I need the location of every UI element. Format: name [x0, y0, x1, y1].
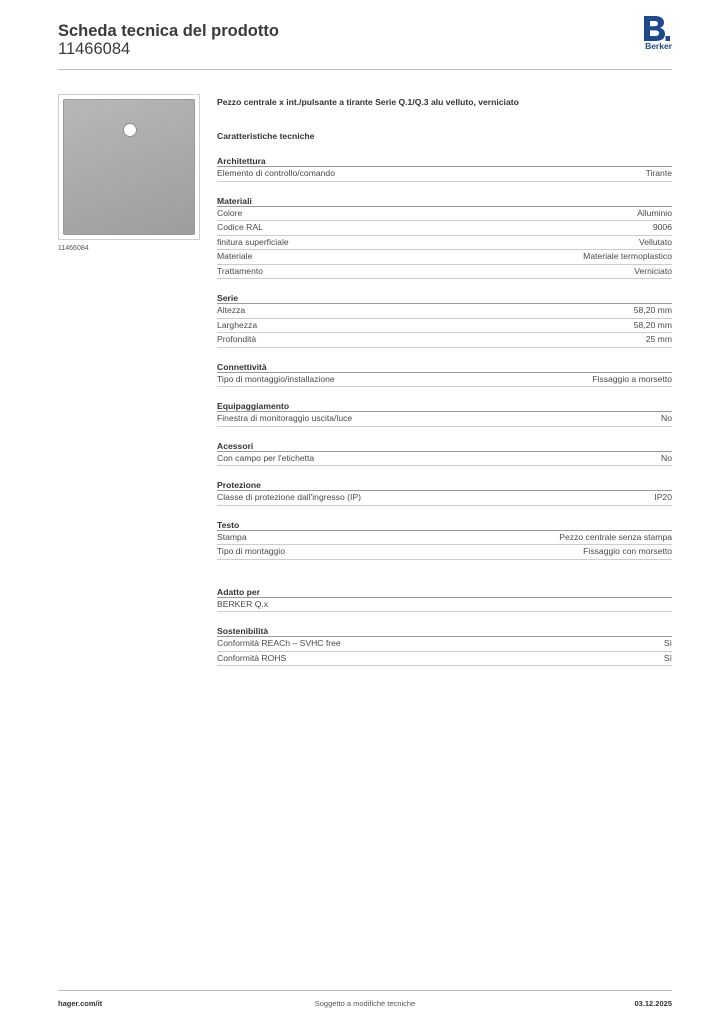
footer-notice: Soggetto a modifiche tecniche — [314, 999, 416, 1008]
spec-row — [217, 637, 672, 652]
spec-row — [217, 207, 672, 222]
spec-label: Elemento di controllo/comando — [217, 168, 335, 178]
group-title: Testo — [217, 519, 672, 531]
spec-row — [217, 319, 672, 334]
spec-label: Classe di protezione dall'ingresso (IP) — [217, 492, 361, 502]
spec-row — [217, 373, 672, 388]
spec-label: Tipo di montaggio — [217, 546, 285, 556]
spec-value: 58,20 mm — [633, 305, 672, 315]
spec-value: No — [661, 413, 672, 423]
spec-label: Conformità ROHS — [217, 652, 287, 663]
spec-row — [217, 304, 672, 319]
document-title: Scheda tecnica del prodotto — [58, 22, 279, 40]
spec-row — [217, 452, 672, 467]
page-header — [58, 20, 672, 70]
spec-value: Pezzo centrale senza stampa — [559, 531, 672, 542]
berker-b-icon — [642, 16, 670, 42]
spec-label: Trattamento — [217, 265, 264, 276]
section-heading: Caratteristiche tecniche — [217, 131, 315, 141]
spec-label: Tipo di montaggio/installazione — [217, 373, 335, 384]
spec-value: Alluminio — [637, 207, 672, 218]
spec-value: Vellutato — [639, 236, 672, 247]
spec-row — [217, 531, 672, 546]
pull-cord-hole — [124, 124, 136, 136]
spec-label: Codice RAL — [217, 222, 263, 232]
spec-group — [217, 440, 672, 467]
brand-name: Berker — [645, 41, 672, 51]
spec-label: Profondità — [217, 334, 257, 344]
spec-label: Conformità REACh – SVHC free — [217, 638, 341, 648]
spec-group — [217, 479, 672, 506]
spec-group — [217, 155, 672, 182]
spec-group-adatto — [217, 586, 672, 613]
spec-value: Fissaggio con morsetto — [583, 546, 672, 556]
spec-row — [217, 598, 672, 613]
spec-label: Finestra di monitoraggio uscita/luce — [217, 413, 353, 423]
spec-row — [217, 412, 672, 427]
spec-group — [217, 361, 672, 388]
spec-row — [217, 221, 672, 236]
spec-label: finitura superficiale — [217, 236, 289, 247]
spec-group-sostenibilita — [217, 625, 672, 666]
spec-row — [217, 265, 672, 280]
spec-group — [217, 292, 672, 348]
page-footer — [58, 990, 672, 1014]
spec-row — [217, 250, 672, 265]
spec-value: No — [661, 452, 672, 463]
spec-value: 58,20 mm — [633, 319, 672, 330]
product-cover-plate-icon — [63, 99, 195, 235]
spec-value: Sì — [663, 652, 672, 663]
spec-value: 9006 — [652, 222, 672, 232]
group-title: Adatto per — [217, 586, 672, 598]
spec-row — [217, 333, 672, 348]
spec-group — [217, 519, 672, 560]
footer-date: 03.12.2025 — [634, 999, 672, 1008]
group-title: Acessori — [217, 440, 672, 452]
spec-group — [217, 195, 672, 280]
spec-row — [217, 491, 672, 506]
spec-value: Sì — [663, 638, 672, 648]
spec-row — [217, 652, 672, 667]
spec-row — [217, 545, 672, 560]
group-title: Materiali — [217, 195, 672, 207]
product-name: Pezzo centrale x int./pulsante a tirante Serie Q.1/Q.3 alu velluto, verniciato — [217, 97, 519, 107]
group-title: Architettura — [217, 155, 672, 167]
berker-logo — [638, 16, 672, 54]
spec-row — [217, 236, 672, 251]
spec-label: Stampa — [217, 531, 247, 542]
spec-content — [217, 96, 672, 666]
group-title: Serie — [217, 292, 672, 304]
spec-label: BERKER Q.x — [217, 598, 269, 609]
group-title: Connettività — [217, 361, 672, 373]
product-image — [58, 94, 200, 240]
footer-website: hager.com/it — [58, 999, 103, 1008]
spec-label: Con campo per l'etichetta — [217, 452, 315, 463]
spec-value: Verniciato — [634, 265, 672, 276]
spec-row — [217, 167, 672, 182]
spec-groups — [217, 155, 672, 560]
group-title: Sostenibilità — [217, 625, 672, 637]
document-number: 11466084 — [58, 40, 131, 58]
group-title: Equipaggiamento — [217, 400, 672, 412]
spec-value: Tirante — [645, 168, 672, 178]
spec-value: 25 mm — [645, 334, 672, 344]
spec-value: Materiale termoplastico — [583, 251, 672, 261]
spec-label: Altezza — [217, 305, 246, 315]
spec-value: IP20 — [654, 492, 672, 502]
spec-label: Colore — [217, 207, 243, 218]
spec-value: Fissaggio a morsetto — [592, 373, 672, 384]
group-title: Protezione — [217, 479, 672, 491]
image-caption: 11466084 — [58, 245, 89, 252]
spec-group — [217, 400, 672, 427]
spec-label: Larghezza — [217, 319, 258, 330]
spec-label: Materiale — [217, 251, 253, 261]
